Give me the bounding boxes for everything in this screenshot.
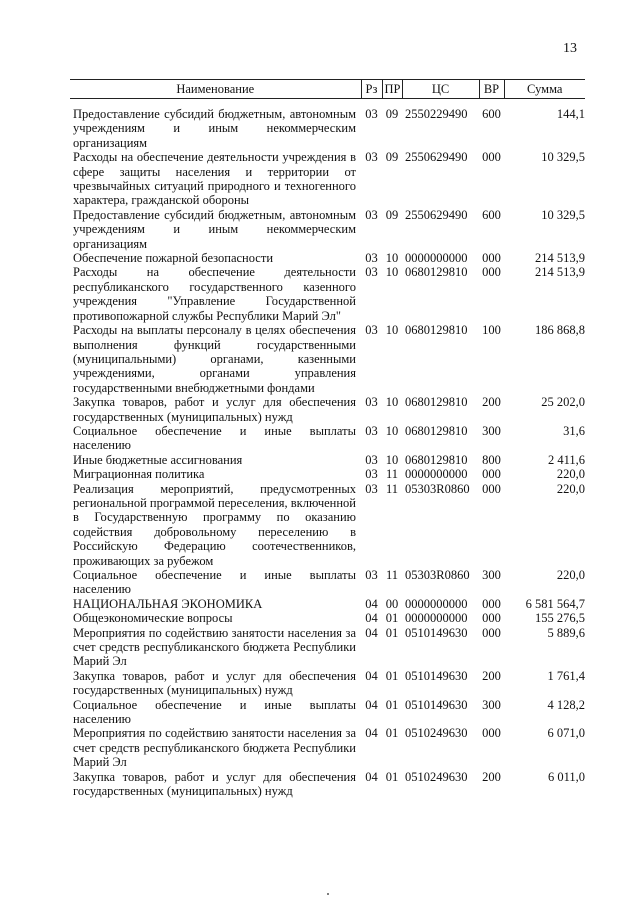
row-vr: 200 [482,668,501,683]
row-vr: 000 [482,150,501,165]
row-pr: 11 [385,481,399,496]
row-name: Закупка товаров, работ и услуг для обеспечения государственных (муниципальных) нужд [73,668,356,698]
table-row [70,726,585,769]
row-name: Расходы на выплаты персоналу в целях обеспечения выполнения функций государственными (муниципальными) органами, казенными учреждениями, органами управления государственными внебюджетными фондами [73,323,356,395]
row-cs: 0680129810 [405,395,468,410]
row-name: Обеспечение пожарной безопасности [73,251,274,266]
row-name: Социальное обеспечение и иные выплаты населению [73,568,356,597]
table-row [70,770,585,799]
row-cs: 0510149630 [405,625,468,640]
row-sum: 6 011,0 [547,769,585,784]
row-vr: 100 [482,323,501,338]
row-pr: 10 [385,251,399,266]
row-pr: 01 [385,611,399,626]
row-name: НАЦИОНАЛЬНАЯ ЭКОНОМИКА [73,596,263,611]
row-name: Закупка товаров, работ и услуг для обеспечения государственных (муниципальных) нужд [73,769,356,799]
row-pr: 01 [385,697,399,712]
row-rz: 03 [365,568,378,582]
row-sum: 6 581 564,7 [525,596,585,611]
row-vr: 000 [482,625,501,640]
row-pr: 00 [385,596,399,611]
row-rz: 04 [365,611,378,626]
row-name: Социальное обеспечение и иные выплаты населению [73,423,356,453]
row-rz: 03 [365,251,378,266]
row-pr: 09 [385,207,399,222]
row-cs: 05303R0860 [405,481,470,496]
row-rz: 04 [365,769,378,784]
row-name: Закупка товаров, работ и услуг для обеспечения государственных (муниципальных) нужд [73,395,356,424]
table-row [70,251,585,265]
row-vr: 200 [482,395,501,410]
table-row [70,424,585,453]
row-pr: 09 [385,107,399,121]
row-cs: 0510149630 [405,697,468,712]
header-vr: ВР [479,80,504,99]
row-name: Иные бюджетные ассигнования [73,452,243,467]
row-sum: 2 411,6 [547,452,585,467]
row-cs: 2550229490 [405,107,468,121]
row-pr: 10 [385,452,399,467]
table-body [70,99,585,799]
row-cs: 0000000000 [405,611,468,626]
row-cs: 2550629490 [405,207,468,222]
row-vr: 300 [482,568,501,582]
row-pr: 01 [385,769,399,784]
table-header [70,80,585,99]
row-sum: 186 868,8 [535,323,585,338]
table-row [70,265,585,323]
row-cs: 0510249630 [405,769,468,784]
row-pr: 10 [385,265,399,280]
row-rz: 03 [365,150,378,165]
row-sum: 10 329,5 [541,150,585,165]
row-name: Миграционная политика [73,467,205,482]
row-rz: 03 [365,323,378,338]
table-row [70,107,585,150]
row-cs: 0680129810 [405,423,468,438]
row-sum: 220,0 [556,467,585,482]
table-row [70,482,585,568]
row-sum: 25 202,0 [541,395,585,410]
row-cs: 0680129810 [405,323,468,338]
table-row [70,626,585,669]
row-vr: 000 [482,726,501,741]
row-rz: 04 [365,726,378,741]
row-sum: 214 513,9 [535,251,585,266]
row-rz: 03 [365,452,378,467]
row-sum: 214 513,9 [535,265,585,280]
row-sum: 10 329,5 [541,207,585,222]
row-rz: 03 [365,481,378,496]
row-pr: 11 [385,467,399,482]
row-name: Социальное обеспечение и иные выплаты населению [73,697,356,727]
row-sum: 155 276,5 [535,611,585,626]
row-rz: 03 [365,107,378,121]
row-name: Реализация мероприятий, предусмотренных региональной программой переселения, включенной в Государственную программу по оказанию содействия добровольному переселению в Российскую Федерацию соотечественников, проживающих за рубежом [73,481,356,568]
row-cs: 0680129810 [405,452,468,467]
header-spacer [70,99,585,108]
row-name: Предоставление субсидий бюджетным, автономным учреждениям и иным некоммерческим организациям [73,207,356,251]
row-name: Предоставление субсидий бюджетным, автономным учреждениям и иным некоммерческим организациям [73,107,356,150]
row-rz: 03 [365,207,378,222]
row-vr: 300 [482,697,501,712]
row-cs: 05303R0860 [405,568,470,582]
row-rz: 04 [365,697,378,712]
page-number: 13 [563,41,577,56]
row-cs: 0510149630 [405,668,468,683]
row-rz: 04 [365,668,378,683]
row-vr: 200 [482,769,501,784]
table-row [70,453,585,467]
table-row [70,611,585,625]
row-rz: 04 [365,625,378,640]
table-row [70,698,585,727]
row-vr: 000 [482,611,501,626]
row-rz: 03 [365,395,378,410]
row-pr: 01 [385,726,399,741]
row-cs: 0000000000 [405,596,468,611]
row-pr: 10 [385,395,399,410]
row-rz: 03 [365,467,378,482]
row-cs: 0000000000 [405,251,468,266]
row-rz: 03 [365,265,378,280]
table-row [70,323,585,395]
row-name: Расходы на обеспечение деятельности учреждения в сфере защиты населения и территории от чрезвычайных ситуаций природного и техногенного характера, гражданской обороны [73,150,356,208]
row-name: Мероприятия по содействию занятости населения за счет средств республиканского бюджета Республики Марий Эл [73,726,356,770]
table-row [70,597,585,611]
row-sum: 1 761,4 [547,668,585,683]
row-cs: 0510249630 [405,726,468,741]
header-cs: ЦС [402,80,479,99]
row-sum: 6 071,0 [547,726,585,741]
row-cs: 0000000000 [405,467,468,482]
header-sum: Сумма [504,80,585,99]
row-rz: 04 [365,596,378,611]
row-pr: 01 [385,625,399,640]
row-vr: 300 [482,423,501,438]
row-pr: 09 [385,150,399,165]
row-vr: 000 [482,481,501,496]
table-row [70,150,585,208]
budget-table [70,79,585,799]
row-vr: 600 [482,107,501,121]
table-row [70,208,585,251]
row-pr: 11 [385,568,399,582]
row-sum: 5 889,6 [547,625,585,640]
row-sum: 4 128,2 [547,697,585,712]
header-rz: Рз [361,80,382,99]
row-pr: 10 [385,323,399,338]
header-name: Наименование [70,80,361,99]
row-name: Расходы на обеспечение деятельности республиканского государственного казенного учреждения "Управление Государственной противопожарной службы Республики Марий Эл" [73,265,356,323]
row-vr: 000 [482,596,501,611]
row-cs: 2550629490 [405,150,468,165]
row-sum: 144,1 [556,107,585,121]
table-row [70,669,585,698]
row-sum: 220,0 [556,568,585,582]
header-pr: ПР [382,80,402,99]
row-name: Мероприятия по содействию занятости населения за счет средств республиканского бюджета Республики Марий Эл [73,625,356,669]
row-cs: 0680129810 [405,265,468,280]
footer-mark [327,893,329,895]
row-name: Общеэкономические вопросы [73,611,233,626]
table-row [70,568,585,597]
table-row [70,395,585,424]
row-vr: 000 [482,251,501,266]
row-vr: 000 [482,265,501,280]
row-vr: 800 [482,452,501,467]
row-pr: 10 [385,423,399,438]
row-sum: 31,6 [563,423,585,438]
row-pr: 01 [385,668,399,683]
row-rz: 03 [365,423,378,438]
row-vr: 600 [482,207,501,222]
table-row [70,467,585,481]
row-vr: 000 [482,467,501,482]
row-sum: 220,0 [556,481,585,496]
